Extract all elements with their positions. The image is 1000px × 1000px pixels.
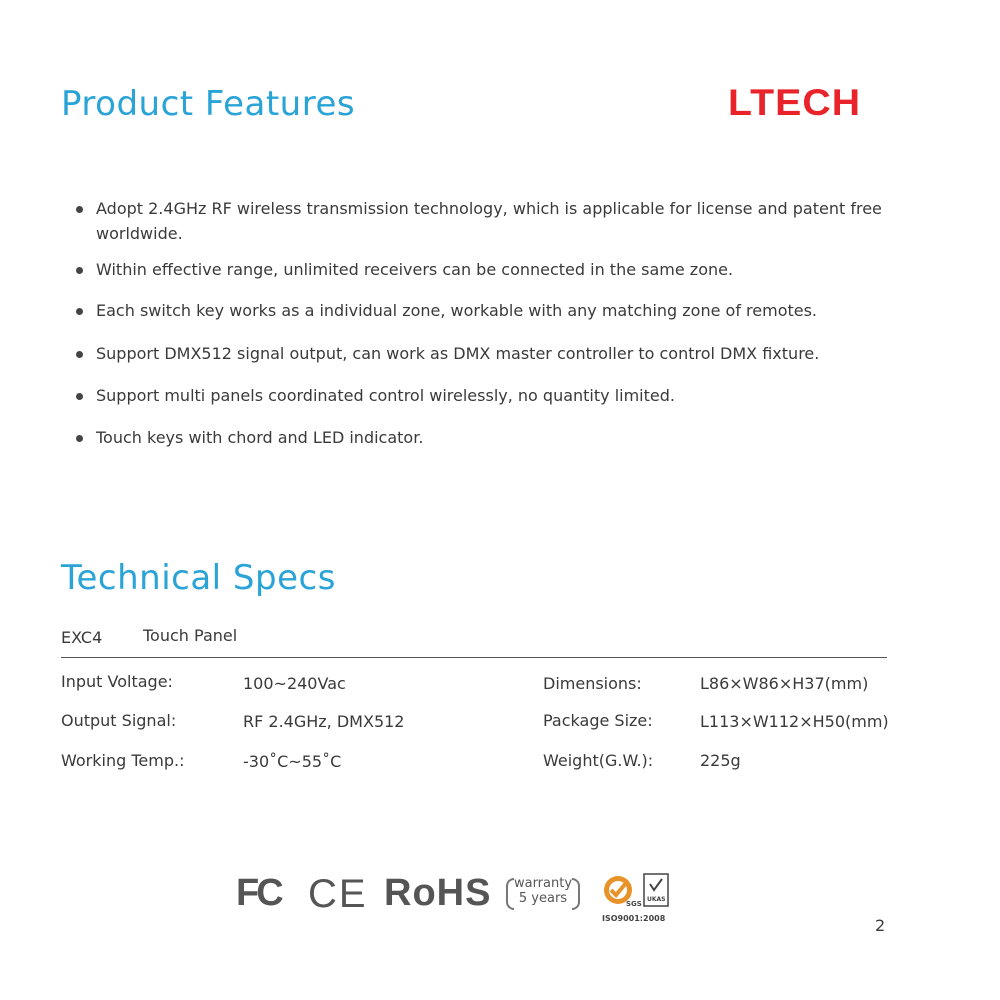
feature-item	[74, 257, 904, 282]
bullet-icon	[76, 351, 83, 358]
product-features-title: Product Features	[61, 84, 356, 124]
feature-item	[74, 196, 904, 246]
iso-label: ISO9001:2008	[602, 914, 666, 923]
sgs-ukas-icon	[602, 870, 676, 914]
bracket-right-icon	[572, 878, 580, 910]
bullet-icon	[76, 308, 83, 315]
feature-text: Support multi panels coordinated control wirelessly, no quantity limited.	[96, 386, 675, 405]
spec-label-weight: Weight(G.W.):	[543, 751, 654, 770]
spec-label-dimensions: Dimensions:	[543, 674, 642, 693]
spec-label-input-voltage: Input Voltage:	[61, 672, 173, 691]
spec-value-working-temp: -30˚C~55˚C	[243, 752, 342, 771]
certification-logos	[236, 868, 676, 928]
spec-value-weight: 225g	[700, 751, 741, 770]
warranty-badge	[506, 876, 580, 912]
rohs-logo: RoHS	[384, 872, 492, 914]
spec-label-package-size: Package Size:	[543, 711, 653, 730]
spec-label-working-temp: Working Temp.:	[61, 751, 185, 770]
spec-label-output-signal: Output Signal:	[61, 711, 177, 730]
model-number: EXC4	[61, 628, 103, 647]
feature-text: Adopt 2.4GHz RF wireless transmission technology, which is applicable for license and patent free worldwide.	[96, 199, 882, 243]
spec-value-input-voltage: 100~240Vac	[243, 674, 346, 693]
warranty-years: 5 years	[518, 891, 568, 906]
feature-item	[74, 298, 904, 323]
feature-text: Each switch key works as a individual zone, workable with any matching zone of remotes.	[96, 301, 818, 320]
product-name: Touch Panel	[143, 626, 238, 645]
page-number: 2	[875, 916, 886, 935]
feature-text: Support DMX512 signal output, can work as DMX master controller to control DMX fixture.	[96, 344, 820, 363]
bracket-left-icon	[506, 878, 514, 910]
spec-value-dimensions: L86×W86×H37(mm)	[700, 674, 869, 693]
spec-value-output-signal: RF 2.4GHz, DMX512	[243, 712, 405, 731]
bullet-icon	[76, 206, 83, 213]
feature-text: Within effective range, unlimited receivers can be connected in the same zone.	[96, 260, 734, 279]
feature-item	[74, 425, 904, 450]
warranty-label: warranty	[513, 876, 573, 891]
technical-specs-title: Technical Specs	[61, 558, 336, 598]
sgs-label: SGS	[626, 900, 642, 908]
bullet-icon	[76, 267, 83, 274]
spec-divider	[61, 657, 887, 658]
ce-logo: CE	[308, 872, 368, 916]
iso-badge	[602, 870, 676, 926]
bullet-icon	[76, 435, 83, 442]
spec-value-package-size: L113×W112×H50(mm)	[700, 712, 889, 731]
feature-item	[74, 341, 904, 366]
bullet-icon	[76, 393, 83, 400]
ltech-logo: LTECH	[728, 82, 862, 123]
fcc-logo: FC	[236, 872, 281, 914]
ukas-label: UKAS	[647, 896, 666, 903]
feature-item	[74, 383, 904, 408]
feature-text: Touch keys with chord and LED indicator.	[96, 428, 424, 447]
